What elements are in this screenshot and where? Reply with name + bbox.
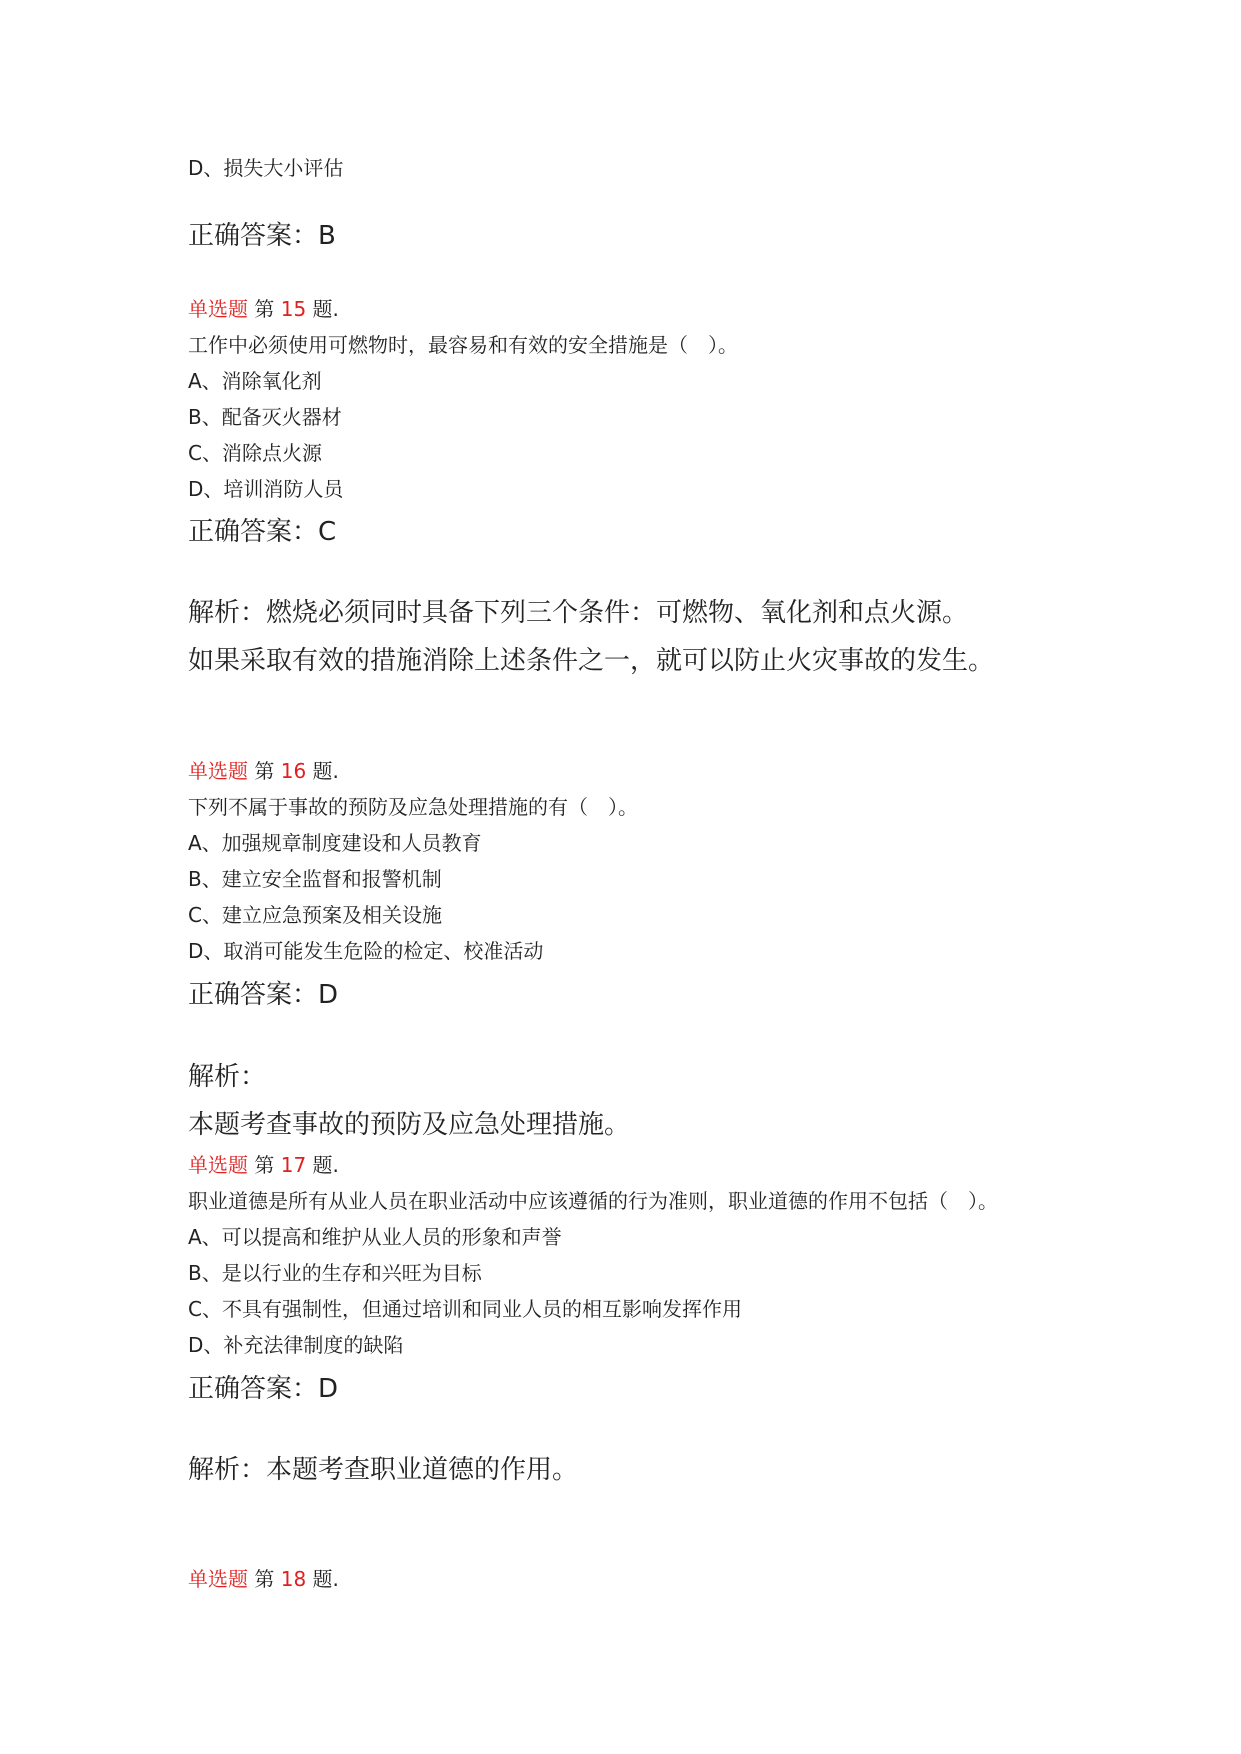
question-number-suffix: 题. <box>312 1567 339 1591</box>
q16-option-a: A、加强规章制度建设和人员教育 <box>188 831 482 855</box>
question-number-suffix: 题. <box>312 297 339 321</box>
question-type-label: 单选题 <box>188 1567 248 1591</box>
q15-stem: 工作中必须使用可燃物时，最容易和有效的安全措施是（ ）。 <box>188 333 738 357</box>
q15-option-d: D、培训消防人员 <box>188 477 344 501</box>
question-number-prefix: 第 <box>254 759 275 783</box>
question-number: 15 <box>280 297 307 321</box>
q16-header <box>188 757 339 785</box>
q14-answer: 正确答案：B <box>188 221 336 251</box>
q17-option-b: B、是以行业的生存和兴旺为目标 <box>188 1261 482 1285</box>
question-type-label: 单选题 <box>188 1153 248 1177</box>
q16-stem: 下列不属于事故的预防及应急处理措施的有（ ）。 <box>188 795 638 819</box>
q15-option-a: A、消除氧化剂 <box>188 369 322 393</box>
q16-analysis-line-2: 本题考查事故的预防及应急处理措施。 <box>188 1110 631 1140</box>
q17-answer: 正确答案：D <box>188 1374 339 1404</box>
question-number-prefix: 第 <box>254 1567 275 1591</box>
q14-option-d: D、损失大小评估 <box>188 156 344 180</box>
q15-analysis-line-1: 解析：燃烧必须同时具备下列三个条件：可燃物、氧化剂和点火源。 <box>188 598 969 628</box>
question-number: 16 <box>280 759 307 783</box>
q16-option-b: B、建立安全监督和报警机制 <box>188 867 442 891</box>
question-number-prefix: 第 <box>254 297 275 321</box>
question-number: 18 <box>280 1567 307 1591</box>
q17-stem: 职业道德是所有从业人员在职业活动中应该遵循的行为准则，职业道德的作用不包括（ ）。 <box>188 1189 998 1213</box>
q15-option-b: B、配备灭火器材 <box>188 405 342 429</box>
q15-analysis-line-2: 如果采取有效的措施消除上述条件之一，就可以防止火灾事故的发生。 <box>188 646 995 676</box>
q16-analysis-line-1: 解析： <box>188 1062 267 1092</box>
question-number-suffix: 题. <box>312 1153 339 1177</box>
question-type-label: 单选题 <box>188 297 248 321</box>
q17-option-a: A、可以提高和维护从业人员的形象和声誉 <box>188 1225 562 1249</box>
q17-header <box>188 1151 339 1179</box>
q15-answer: 正确答案：C <box>188 517 337 547</box>
question-type-label: 单选题 <box>188 759 248 783</box>
question-number-prefix: 第 <box>254 1153 275 1177</box>
q17-analysis-line-1: 解析：本题考查职业道德的作用。 <box>188 1455 579 1485</box>
q15-header <box>188 295 339 323</box>
q16-answer: 正确答案：D <box>188 980 339 1010</box>
question-number-suffix: 题. <box>312 759 339 783</box>
q16-option-c: C、建立应急预案及相关设施 <box>188 903 442 927</box>
q17-option-d: D、补充法律制度的缺陷 <box>188 1333 404 1357</box>
question-number: 17 <box>280 1153 307 1177</box>
q16-option-d: D、取消可能发生危险的检定、校准活动 <box>188 939 544 963</box>
q15-option-c: C、消除点火源 <box>188 441 322 465</box>
q17-option-c: C、不具有强制性，但通过培训和同业人员的相互影响发挥作用 <box>188 1297 742 1321</box>
q18-header <box>188 1565 339 1593</box>
